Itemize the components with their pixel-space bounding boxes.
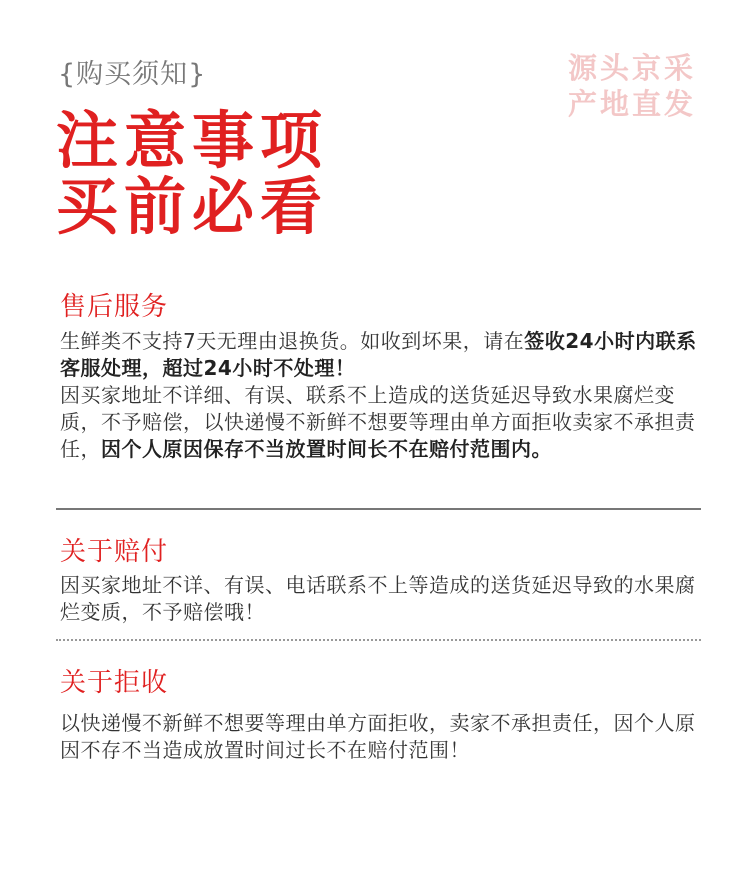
title-line-1: 注意事项 xyxy=(56,104,329,177)
section-divider-solid xyxy=(56,508,701,510)
stamp-line-1: 源头京采 xyxy=(567,51,696,85)
after-sales-text xyxy=(60,328,700,463)
section-divider-dotted xyxy=(56,639,701,641)
compensation-title: 关于赔付 xyxy=(60,537,169,567)
rejection-text: 以快递慢不新鲜不想要等理由单方面拒收，卖家不承担责任，因个人原因不存不当造成放置时间过长不在赔付范围！ xyxy=(60,711,696,762)
after-sales-p1-bold: 签收24小时内联系客服处理，超过24小时不处理！ xyxy=(60,329,697,380)
after-sales-paragraph-1 xyxy=(60,328,700,382)
origin-stamp xyxy=(568,50,696,122)
after-sales-p2-normal: 因买家地址不详细、有误、联系不上造成的送货延迟导致水果腐烂变质，不予赔偿，以快递慢不新鲜不想要等理由单方面拒收卖家不承担责任， xyxy=(60,383,696,461)
page-title xyxy=(56,104,329,243)
after-sales-p2-bold: 因个人原因保存不当放置时间长不在赔付范围内。 xyxy=(101,437,552,461)
title-line-2: 买前必看 xyxy=(56,170,329,243)
after-sales-title: 售后服务 xyxy=(60,292,169,322)
compensation-text: 因买家地址不详、有误、电话联系不上等造成的送货延迟导致的水果腐烂变质，不予赔偿哦！ xyxy=(60,573,696,624)
notice-kicker: {购买须知} xyxy=(58,59,207,90)
rejection-title: 关于拒收 xyxy=(60,668,169,698)
stamp-line-2: 产地直发 xyxy=(567,87,696,121)
after-sales-p1-normal: 生鲜类不支持7天无理由退换货。如收到坏果，请在 xyxy=(60,329,525,353)
after-sales-paragraph-2 xyxy=(60,382,700,463)
